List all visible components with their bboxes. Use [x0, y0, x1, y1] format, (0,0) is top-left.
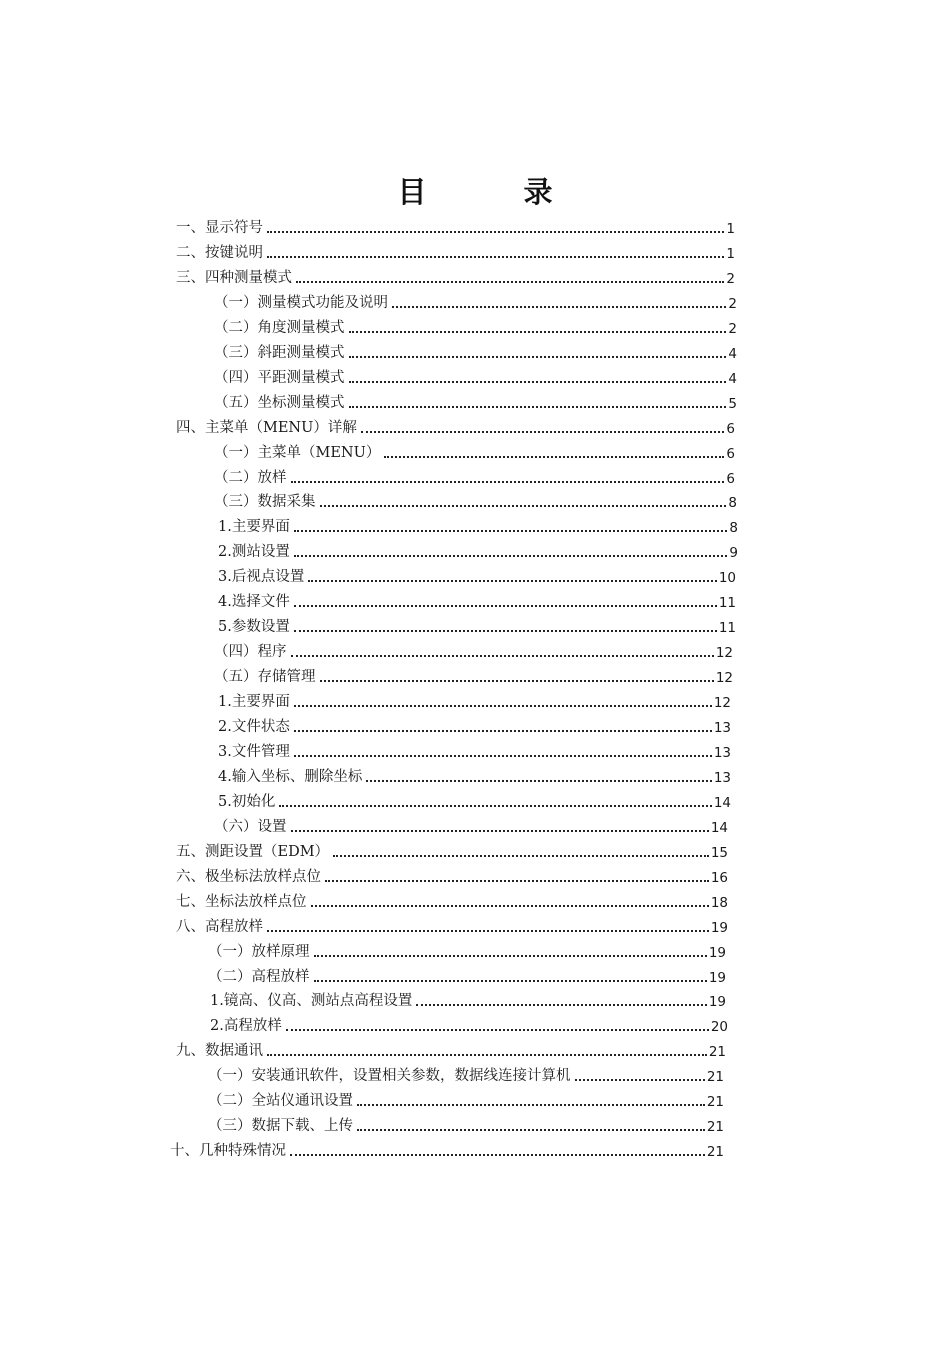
toc-page-number: 21 — [708, 1044, 726, 1060]
toc-entry — [176, 267, 735, 287]
toc-entry-label: 1.镜高、仪高、测站点高程设置 — [210, 993, 413, 1009]
toc-entry-label: 七、坐标法放样点位 — [176, 894, 307, 910]
toc-entry — [218, 541, 738, 561]
dot-leader — [286, 1029, 709, 1031]
toc-entry-label: （一）主菜单（MENU） — [214, 445, 381, 461]
dot-leader — [325, 880, 709, 882]
dot-leader — [267, 1054, 707, 1056]
dot-leader — [311, 905, 709, 907]
toc-entry-label: 八、高程放样 — [176, 919, 263, 935]
toc-page-number: 21 — [706, 1119, 724, 1135]
toc-entry — [208, 1065, 724, 1085]
toc-entry — [218, 741, 731, 761]
toc-entry — [176, 916, 728, 936]
toc-entry-label: 一、显示符号 — [176, 220, 263, 236]
dot-leader — [290, 1154, 705, 1156]
toc-entry — [214, 816, 728, 836]
toc-entry — [218, 566, 736, 586]
toc-entry — [214, 641, 733, 661]
toc-page-number: 16 — [710, 870, 728, 886]
toc-entry — [218, 616, 736, 636]
toc-page-number: 6 — [726, 446, 735, 462]
dot-leader — [349, 406, 727, 408]
toc-entry — [208, 966, 726, 986]
toc-page-number: 21 — [706, 1144, 724, 1160]
dot-leader — [291, 830, 709, 832]
toc-entry-label: （二）高程放样 — [208, 969, 310, 985]
toc-entry — [176, 242, 735, 262]
toc-page-number: 14 — [710, 820, 728, 836]
toc-entry — [176, 866, 728, 886]
toc-entry — [218, 791, 731, 811]
toc-entry-label: 四、主菜单（MENU）详解 — [176, 420, 357, 436]
toc-entry-label: （三）数据采集 — [214, 494, 316, 510]
toc-entry — [210, 990, 726, 1010]
dot-leader — [314, 955, 707, 957]
toc-entry-label: 2.文件状态 — [218, 719, 290, 735]
toc-entry-label: （三）数据下载、上传 — [208, 1118, 353, 1134]
toc-page-number: 15 — [710, 845, 728, 861]
toc-title: 目 录 — [397, 175, 587, 209]
toc-entry — [214, 317, 737, 337]
toc-entry — [218, 766, 731, 786]
toc-page-number: 1 — [726, 221, 735, 237]
dot-leader — [294, 705, 712, 707]
toc-page-number: 11 — [718, 595, 736, 611]
toc-entry-label: 六、极坐标法放样点位 — [176, 869, 321, 885]
toc-entry-label: 五、测距设置（EDM） — [176, 844, 330, 860]
toc-entry — [176, 417, 735, 437]
dot-leader — [575, 1079, 705, 1081]
toc-entry — [214, 342, 737, 362]
toc-entry — [208, 941, 726, 961]
toc-entry-label: 三、四种测量模式 — [176, 270, 292, 286]
toc-entry — [218, 516, 738, 536]
toc-entry — [214, 666, 733, 686]
toc-entry-label: 九、数据通讯 — [176, 1043, 263, 1059]
dot-leader — [291, 655, 714, 657]
toc-entry — [214, 491, 737, 511]
toc-entry-label: （二）角度测量模式 — [214, 320, 345, 336]
toc-page-number: 21 — [706, 1094, 724, 1110]
toc-entry-label: （五）坐标测量模式 — [214, 395, 345, 411]
dot-leader — [357, 1104, 705, 1106]
toc-entry-label: 3.后视点设置 — [218, 569, 305, 585]
dot-leader — [366, 780, 711, 782]
toc-entry — [214, 467, 735, 487]
toc-page-number: 20 — [710, 1019, 728, 1035]
dot-leader — [294, 555, 728, 557]
toc-entry — [208, 1090, 724, 1110]
toc-entry — [214, 292, 737, 312]
toc-entry — [210, 1015, 728, 1035]
dot-leader — [267, 256, 724, 258]
toc-entry — [176, 1040, 726, 1060]
dot-leader — [333, 855, 709, 857]
toc-page-number: 12 — [715, 645, 733, 661]
toc-page-number: 19 — [708, 970, 726, 986]
toc-page-number: 13 — [713, 720, 731, 736]
toc-entry-label: （二）放样 — [214, 470, 287, 486]
toc-entry-label: （四）平距测量模式 — [214, 370, 345, 386]
toc-page-number: 2 — [726, 271, 735, 287]
toc-entry-label: （五）存储管理 — [214, 669, 316, 685]
dot-leader — [314, 980, 707, 982]
toc-page-number: 12 — [713, 695, 731, 711]
toc-page-number: 21 — [706, 1069, 724, 1085]
toc-page-number: 19 — [708, 945, 726, 961]
toc-entry-label: （六）设置 — [214, 819, 287, 835]
toc-entry — [218, 591, 736, 611]
toc-entry-label: （四）程序 — [214, 644, 287, 660]
dot-leader — [294, 630, 717, 632]
toc-page-number: 19 — [708, 994, 726, 1010]
toc-entry — [218, 716, 731, 736]
toc-entry-label: 1.主要界面 — [218, 519, 290, 535]
toc-entry — [208, 1115, 724, 1135]
toc-entry — [176, 891, 728, 911]
toc-entry — [176, 841, 728, 861]
toc-page-number: 13 — [713, 770, 731, 786]
toc-entry-label: 2.测站设置 — [218, 544, 290, 560]
dot-leader — [349, 381, 727, 383]
dot-leader — [294, 755, 712, 757]
toc-entry — [218, 691, 731, 711]
toc-page-number: 8 — [728, 495, 737, 511]
dot-leader — [279, 805, 711, 807]
dot-leader — [349, 331, 727, 333]
toc-entry-label: （一）安装通讯软件，设置相关参数，数据线连接计算机 — [208, 1068, 571, 1084]
dot-leader — [294, 530, 728, 532]
toc-page-number: 2 — [728, 296, 737, 312]
toc-page-number: 11 — [718, 620, 736, 636]
dot-leader — [308, 580, 716, 582]
toc-entry-label: （三）斜距测量模式 — [214, 345, 345, 361]
toc-entry-label: （一）放样原理 — [208, 944, 310, 960]
toc-page-number: 6 — [726, 471, 735, 487]
toc-entry — [176, 217, 735, 237]
toc-entry-label: 1.主要界面 — [218, 694, 290, 710]
toc-page-number: 9 — [729, 545, 738, 561]
dot-leader — [291, 481, 725, 483]
toc-page-number: 4 — [728, 371, 737, 387]
dot-leader — [416, 1004, 706, 1006]
dot-leader — [384, 456, 724, 458]
dot-leader — [267, 231, 724, 233]
toc-page-number: 2 — [728, 321, 737, 337]
toc-page-number: 14 — [713, 795, 731, 811]
toc-page-number: 1 — [726, 246, 735, 262]
toc-entry — [170, 1140, 724, 1160]
dot-leader — [296, 281, 724, 283]
dot-leader — [361, 431, 725, 433]
toc-entry-label: 十、几种特殊情况 — [170, 1143, 286, 1159]
dot-leader — [320, 505, 727, 507]
toc-page-number: 12 — [715, 670, 733, 686]
toc-page-number: 10 — [718, 570, 736, 586]
toc-page-number: 5 — [728, 396, 737, 412]
toc-page-number: 8 — [729, 520, 738, 536]
toc-entry — [214, 392, 737, 412]
toc-entry — [214, 442, 735, 462]
toc-entry-label: 2.高程放样 — [210, 1018, 282, 1034]
toc-page-number: 13 — [713, 745, 731, 761]
toc-entry-label: （二）全站仪通讯设置 — [208, 1093, 353, 1109]
dot-leader — [294, 605, 717, 607]
toc-entry-label: 4.选择文件 — [218, 594, 290, 610]
toc-page-number: 18 — [710, 895, 728, 911]
toc-entry-label: 4.输入坐标、删除坐标 — [218, 769, 363, 785]
toc-entry-label: 5.参数设置 — [218, 619, 290, 635]
toc-page-number: 4 — [728, 346, 737, 362]
toc-page-number: 19 — [710, 920, 728, 936]
toc-entry-label: 3.文件管理 — [218, 744, 290, 760]
dot-leader — [392, 306, 726, 308]
dot-leader — [357, 1129, 705, 1131]
toc-entry — [214, 367, 737, 387]
toc-page-number: 6 — [726, 421, 735, 437]
dot-leader — [294, 730, 712, 732]
dot-leader — [267, 930, 709, 932]
dot-leader — [320, 680, 714, 682]
dot-leader — [349, 356, 727, 358]
toc-entry-label: 二、按键说明 — [176, 245, 263, 261]
toc-entry-label: （一）测量模式功能及说明 — [214, 295, 388, 311]
toc-entry-label: 5.初始化 — [218, 794, 276, 810]
